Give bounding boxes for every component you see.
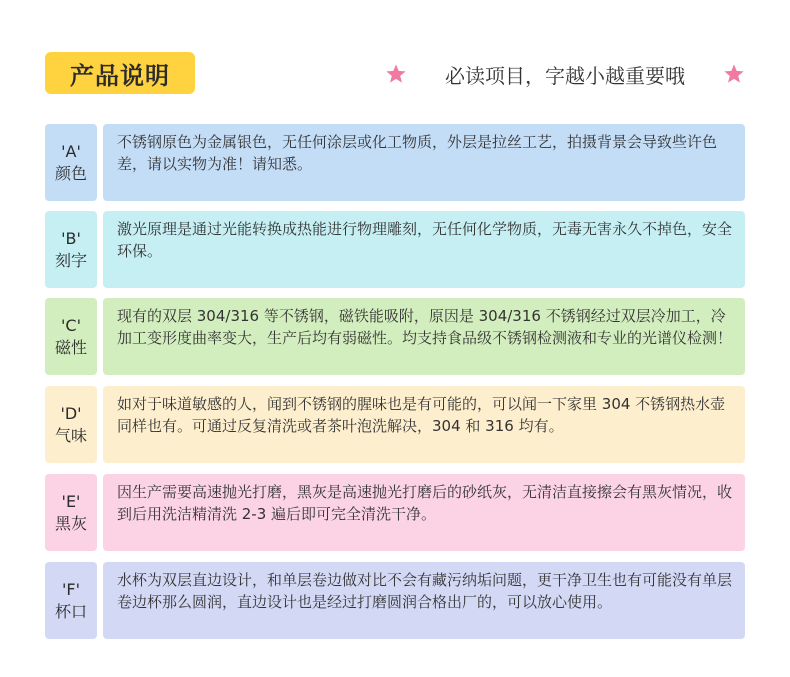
row-label: [45, 474, 97, 551]
row-description: 现有的双层 304/316 等不锈钢，磁铁能吸附，原因是 304/316 不锈钢经过双层冷加工，冷加工变形度曲率变大，生产后均有弱磁性。均支持食品级不锈钢检测液和专业的光谱仪检测！: [103, 298, 745, 375]
spec-row-c: [45, 298, 745, 375]
row-label: [45, 298, 97, 375]
row-code: 'A': [61, 141, 81, 161]
star-icon: [385, 63, 407, 85]
row-name: 刻字: [54, 250, 87, 270]
row-name: 黑灰: [54, 513, 87, 533]
spec-row-f: [45, 562, 745, 639]
row-code: 'D': [60, 403, 82, 423]
page-title: 产品说明: [45, 52, 195, 94]
row-name: 气味: [54, 425, 87, 445]
row-description: 激光原理是通过光能转换成热能进行物理雕刻，无任何化学物质，无毒无害永久不掉色，安全环保。: [103, 211, 745, 288]
row-label: [45, 124, 97, 201]
row-description: 水杯为双层直边设计，和单层卷边做对比不会有藏污纳垢问题，更干净卫生也有可能没有单层卷边杯那么圆润，直边设计也是经过打磨圆润合格出厂的，可以放心使用。: [103, 562, 745, 639]
row-name: 磁性: [54, 337, 87, 357]
row-label: [45, 386, 97, 463]
row-code: 'B': [61, 228, 81, 248]
spec-row-d: [45, 386, 745, 463]
row-name: 杯口: [54, 601, 87, 621]
spec-row-b: [45, 211, 745, 288]
row-description: 因生产需要高速抛光打磨，黑灰是高速抛光打磨后的砂纸灰，无清洁直接擦会有黑灰情况，收到后用洗洁精清洗 2-3 遍后即可完全清洗干净。: [103, 474, 745, 551]
star-icon: [723, 63, 745, 85]
notice-banner: [385, 56, 745, 92]
row-code: 'E': [61, 491, 81, 511]
row-description: 如对于味道敏感的人，闻到不锈钢的腥味也是有可能的，可以闻一下家里 304 不锈钢热水壶同样也有。可通过反复清洗或者茶叶泡洗解决，304 和 316 均有。: [103, 386, 745, 463]
spec-row-e: [45, 474, 745, 551]
row-description: 不锈钢原色为金属银色，无任何涂层或化工物质，外层是拉丝工艺，拍摄背景会导致些许色差，请以实物为准！请知悉。: [103, 124, 745, 201]
row-name: 颜色: [54, 163, 87, 183]
notice-text: 必读项目，字越小越重要哦: [445, 63, 685, 88]
row-code: 'C': [61, 315, 81, 335]
row-label: [45, 562, 97, 639]
spec-row-a: [45, 124, 745, 201]
row-code: 'F': [62, 579, 80, 599]
row-label: [45, 211, 97, 288]
